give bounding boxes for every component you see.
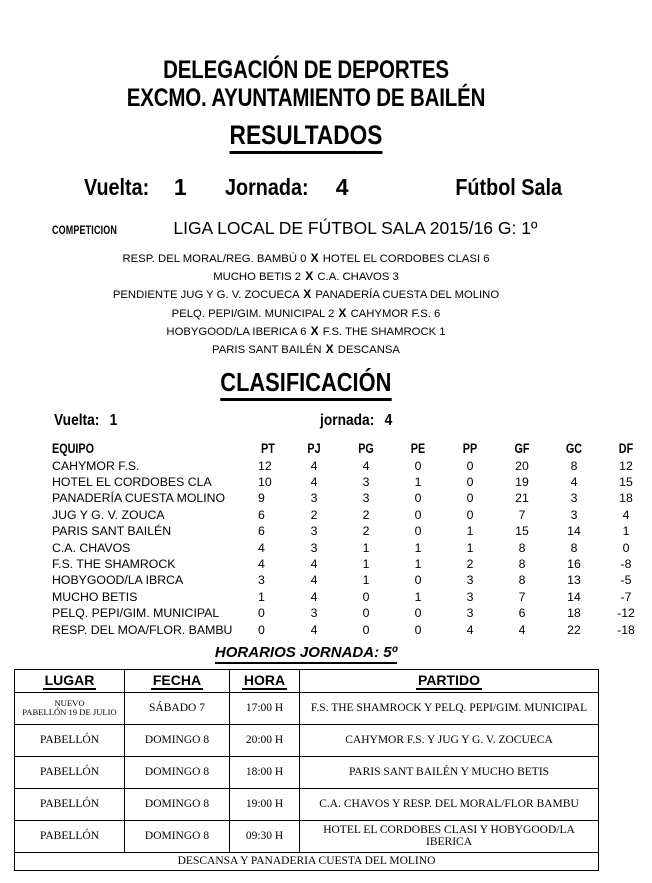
- result-separator: X: [310, 323, 319, 338]
- standings-cell-pp: 1: [466, 540, 474, 555]
- schedule-body: [15, 692, 599, 852]
- jornada-label: Jornada:: [224, 174, 309, 200]
- schedule-cell-fecha: DOMINGO 8: [125, 820, 230, 852]
- standings-cell-gf: 8: [518, 540, 526, 555]
- standings-row: [52, 572, 632, 588]
- standings-team-name: JUG Y G. V. ZOUCA: [52, 507, 165, 522]
- schedule-lugar-line1: NUEVO: [54, 697, 85, 708]
- schedule-cell-fecha: SÁBADO 7: [125, 692, 230, 724]
- result-home: PENDIENTE JUG Y G. V. ZOCUECA: [112, 289, 300, 302]
- standings-row: [52, 523, 630, 539]
- standings-cell-pe: 1: [414, 589, 422, 604]
- schedule-lugar-line1: PABELLÓN: [40, 830, 99, 843]
- standings-cell-pt: 9: [258, 491, 265, 506]
- standings-cell-pj: 4: [310, 475, 318, 489]
- standings-team-name: CAHYMOR F.S.: [52, 458, 140, 473]
- result-away: HOTEL EL CORDOBES CLASI 6: [322, 253, 490, 265]
- standings-cell-pj: 3: [310, 524, 318, 539]
- standings-jornada-label: jornada:: [320, 412, 375, 430]
- standings-cell-pt: 4: [258, 556, 265, 571]
- schedule-cell-partido: C.A. CHAVOS Y RESP. DEL MORAL/FLOR BAMBU: [300, 788, 599, 820]
- schedule-title-wrap: [0, 644, 612, 664]
- standings-cell-pt: 10: [258, 475, 272, 489]
- standings-col-equipo: EQUIPO: [52, 441, 95, 457]
- result-line: [0, 286, 612, 304]
- standings-team-name: F.S. THE SHAMROCK: [52, 556, 176, 571]
- standings-cell-pt: 4: [258, 540, 265, 555]
- standings-team-name: C.A. CHAVOS: [52, 540, 131, 555]
- result-line: [0, 341, 612, 359]
- standings-cell-gf: 4: [518, 622, 526, 637]
- standings-cell-pe: 1: [414, 540, 422, 555]
- standings-cell-gf: 8: [518, 573, 526, 588]
- standings-cell-pg: 0: [362, 606, 370, 621]
- schedule-header-row: [15, 669, 599, 692]
- result-separator: X: [325, 342, 334, 357]
- standings-cell-pp: 0: [466, 475, 474, 489]
- standings-cell-pp: 0: [466, 491, 474, 506]
- result-line: [0, 250, 612, 268]
- standings-col-pg: PG: [358, 441, 374, 457]
- standings-cell-pg: 2: [362, 524, 370, 539]
- standings-cell-pp: 1: [466, 524, 474, 539]
- standings-vuelta: [54, 412, 117, 430]
- standings-cell-pg: 4: [362, 458, 370, 473]
- standings-cell-gc: 13: [567, 573, 581, 588]
- schedule-lugar-line1: PABELLÓN: [40, 734, 99, 747]
- standings-cell-pj: 3: [310, 540, 318, 555]
- standings-cell-df: -18: [617, 622, 635, 637]
- schedule-cell-lugar: [15, 724, 125, 756]
- standings-team-name: PARIS SANT BAILÉN: [52, 524, 172, 539]
- schedule-cell-hora: 20:00 H: [230, 724, 300, 756]
- schedule-row: [15, 692, 599, 724]
- result-home: MUCHO BETIS 2: [213, 271, 302, 284]
- standings-cell-pg: 1: [362, 573, 370, 588]
- standings-cell-pj: 4: [310, 589, 318, 604]
- standings-team-name: HOTEL EL CORDOBES CLA: [52, 475, 212, 489]
- meta-row: [0, 174, 612, 201]
- standings-col-pp: PP: [462, 441, 478, 457]
- schedule-lugar-line1: PABELLÓN: [40, 766, 99, 779]
- competition-row: [0, 218, 612, 239]
- standings-cell-gf: 19: [515, 475, 529, 489]
- standings-row: [52, 589, 632, 605]
- standings-cell-df: 12: [619, 458, 633, 473]
- standings-row: [52, 458, 633, 474]
- standings-cell-df: 15: [619, 475, 633, 489]
- standings-col-pt: PT: [261, 441, 275, 457]
- results-title: RESULTADOS: [230, 120, 383, 154]
- schedule-cell-lugar: [15, 820, 125, 852]
- schedule-col-partido-label: PARTIDO: [418, 671, 480, 688]
- result-home: RESP. DEL MORAL/REG. BAMBÚ 0: [122, 253, 307, 265]
- standings-table: [0, 441, 635, 638]
- document-page: [0, 56, 635, 883]
- result-home: PELQ. PEPI/GIM. MUNICIPAL 2: [171, 307, 335, 320]
- standings-cell-pp: 3: [466, 589, 474, 604]
- schedule-footer-row: [15, 852, 599, 870]
- org-line-1: DELEGACIÓN DE DEPORTES: [163, 56, 449, 84]
- standings-cell-gf: 15: [515, 524, 529, 539]
- standings-row: [52, 605, 635, 621]
- schedule-cell-fecha: DOMINGO 8: [125, 788, 230, 820]
- standings-col-df: DF: [618, 441, 634, 457]
- standings-row: [52, 490, 633, 506]
- schedule-table: [14, 669, 599, 871]
- standings-cell-pj: 4: [310, 556, 318, 571]
- schedule-head: [15, 669, 599, 692]
- standings-vuelta-value: 1: [109, 412, 118, 430]
- standings-cell-pt: 0: [258, 622, 265, 637]
- standings-row: [52, 507, 630, 523]
- standings-cell-df: -7: [620, 589, 632, 604]
- schedule-cell-lugar: [15, 756, 125, 788]
- schedule-row: [15, 788, 599, 820]
- result-line: [0, 305, 612, 323]
- standings-cell-gc: 16: [567, 556, 581, 571]
- schedule-row: [15, 756, 599, 788]
- schedule-cell-hora: 19:00 H: [230, 788, 300, 820]
- standings-cell-pp: 0: [466, 507, 474, 522]
- standings-cell-df: -12: [617, 606, 635, 621]
- standings-row: [52, 622, 635, 638]
- standings-cell-pg: 1: [362, 540, 370, 555]
- standings-cell-pp: 3: [466, 573, 474, 588]
- standings-col-pe: PE: [410, 441, 426, 457]
- standings-col-pj: PJ: [307, 441, 321, 457]
- standings-team-name: PELQ. PEPI/GIM. MUNICIPAL: [52, 606, 220, 621]
- standings-cell-gf: 21: [515, 491, 529, 506]
- schedule-footer-text: DESCANSA Y PANADERIA CUESTA DEL MOLINO: [15, 852, 599, 870]
- standings-cell-gc: 3: [570, 491, 578, 506]
- schedule-lugar-line2: PABELLÓN 19 DE JULIO: [22, 707, 117, 718]
- standings-cell-pg: 0: [362, 622, 370, 637]
- standings-cell-pt: 6: [258, 524, 265, 539]
- schedule-lugar-line1: PABELLÓN: [40, 798, 99, 811]
- standings-team-name: MUCHO BETIS: [52, 589, 138, 604]
- standings-cell-pj: 2: [310, 507, 318, 522]
- standings-cell-pj: 4: [310, 573, 318, 588]
- standings-cell-pe: 0: [414, 622, 422, 637]
- result-home: HOBYGOOD/LA IBERICA 6: [166, 325, 307, 338]
- standings-cell-pg: 3: [362, 491, 370, 506]
- competition-label: COMPETICION: [52, 225, 118, 237]
- standings-cell-df: 0: [622, 540, 630, 555]
- schedule-cell-partido: HOTEL EL CORDOBES CLASI Y HOBYGOOD/LA IBERICA: [300, 820, 599, 852]
- schedule-col-fecha-label: FECHA: [152, 671, 202, 688]
- schedule-cell-lugar: [15, 692, 125, 724]
- standings-cell-gc: 14: [567, 589, 581, 604]
- standings-cell-gf: 7: [518, 589, 526, 604]
- standings-cell-pg: 3: [362, 475, 370, 489]
- standings-cell-pg: 2: [362, 507, 370, 522]
- standings-cell-pp: 4: [466, 622, 474, 637]
- schedule-cell-partido: PARIS SANT BAILÉN Y MUCHO BETIS: [300, 756, 599, 788]
- standings-cell-df: -8: [620, 556, 632, 571]
- results-list: [0, 250, 612, 359]
- standings-team-name: RESP. DEL MOA/FLOR. BAMBU: [52, 622, 233, 637]
- standings-cell-gc: 18: [567, 606, 581, 621]
- standings-cell-pp: 3: [466, 606, 474, 621]
- standings-cell-df: 1: [622, 524, 630, 539]
- standings-cell-pe: 1: [414, 556, 422, 571]
- standings-cell-pe: 0: [414, 507, 422, 522]
- standings-cell-df: -5: [620, 573, 632, 588]
- schedule-cell-partido: CAHYMOR F.S. Y JUG Y G. V. ZOCUECA: [300, 724, 599, 756]
- standings-cell-pe: 0: [414, 606, 422, 621]
- schedule-row: [15, 724, 599, 756]
- standings-cell-pe: 0: [414, 524, 422, 539]
- result-separator: X: [303, 287, 312, 302]
- standings-cell-gc: 22: [567, 622, 581, 637]
- standings-title: CLASIFICACIÓN: [220, 368, 391, 401]
- standings-team-name: HOBYGOOD/LA IBRCA: [52, 573, 184, 588]
- schedule-cell-hora: 18:00 H: [230, 756, 300, 788]
- schedule-cell-partido: F.S. THE SHAMROCK Y PELQ. PEPI/GIM. MUNICIPAL: [300, 692, 599, 724]
- standings-row: [52, 540, 630, 556]
- standings-cell-pp: 0: [466, 458, 474, 473]
- result-away: DESCANSA: [337, 344, 400, 357]
- result-separator: X: [305, 269, 314, 284]
- vuelta-label: Vuelta:: [84, 174, 150, 200]
- standings-cell-gc: 3: [570, 507, 578, 522]
- standings-col-gf: GF: [514, 441, 530, 457]
- org-line-2: EXCMO. AYUNTAMIENTO DE BAILÉN: [126, 84, 486, 112]
- standings-cell-pg: 0: [362, 589, 370, 604]
- standings-cell-gf: 7: [518, 507, 526, 522]
- standings-cell-pt: 6: [258, 507, 265, 522]
- masthead: [0, 56, 612, 112]
- standings-cell-gf: 6: [518, 606, 526, 621]
- standings-cell-pe: 0: [414, 458, 422, 473]
- result-away: F.S. THE SHAMROCK 1: [322, 325, 446, 338]
- schedule-col-lugar-label: LUGAR: [44, 671, 95, 688]
- schedule-cell-lugar: [15, 788, 125, 820]
- standings-cell-pe: 0: [414, 573, 422, 588]
- jornada-value: 4: [335, 174, 349, 200]
- schedule-cell-hora: 09:30 H: [230, 820, 300, 852]
- standings-vuelta-label: Vuelta:: [54, 412, 100, 430]
- result-line: [0, 323, 612, 341]
- schedule-cell-fecha: DOMINGO 8: [125, 724, 230, 756]
- result-away: CAHYMOR F.S. 6: [350, 307, 441, 320]
- schedule-col-lugar: [15, 669, 125, 692]
- schedule-cell-hora: 17:00 H: [230, 692, 300, 724]
- standings-meta: [0, 412, 612, 434]
- result-home: PARIS SANT BAILÉN: [212, 344, 322, 357]
- standings-cell-pg: 1: [362, 556, 370, 571]
- standings-cell-pj: 4: [310, 622, 318, 637]
- schedule-foot: [15, 852, 599, 870]
- standings-cell-gc: 4: [570, 475, 578, 489]
- schedule-table-wrap: [14, 669, 598, 871]
- competition-value: LIGA LOCAL DE FÚTBOL SALA 2015/16 G: 1º: [173, 218, 538, 238]
- standings-cell-pj: 3: [310, 606, 318, 621]
- standings-cell-gc: 8: [570, 458, 578, 473]
- standings-cell-gf: 20: [515, 458, 529, 473]
- standings-cell-pe: 1: [414, 475, 422, 489]
- result-separator: X: [310, 251, 319, 265]
- standings-cell-pj: 3: [310, 491, 318, 506]
- result-away: C.A. CHAVOS 3: [317, 271, 399, 284]
- result-away: PANADERÍA CUESTA DEL MOLINO: [315, 289, 500, 302]
- standings-row: [52, 556, 632, 572]
- standings-team-name: PANADERÍA CUESTA MOLINO: [52, 491, 226, 506]
- standings-cell-pt: 1: [258, 589, 265, 604]
- schedule-col-hora-label: HORA: [243, 671, 286, 688]
- schedule-col-partido: [300, 669, 599, 692]
- standings-cell-pt: 12: [258, 458, 272, 473]
- standings-cell-pt: 0: [258, 606, 265, 621]
- schedule-col-hora: [230, 669, 300, 692]
- standings-cell-pt: 3: [258, 573, 265, 588]
- standings-cell-gf: 8: [518, 556, 526, 571]
- vuelta-value: 1: [173, 174, 187, 200]
- standings-cell-gc: 14: [567, 524, 581, 539]
- standings-col-gc: GC: [565, 441, 583, 457]
- standings-jornada-value: 4: [384, 412, 393, 430]
- standings-cell-pp: 2: [466, 556, 474, 571]
- standings-cell-pe: 0: [414, 491, 422, 506]
- schedule-title: HORARIOS JORNADA: 5º: [215, 644, 397, 664]
- standings-header-row: [52, 441, 634, 457]
- result-line: [0, 268, 612, 286]
- sport-label: Fútbol Sala: [455, 174, 562, 200]
- results-title-wrap: [0, 120, 612, 154]
- result-separator: X: [338, 305, 347, 320]
- standings-cell-pj: 4: [310, 458, 318, 473]
- standings-jornada: [320, 412, 392, 430]
- schedule-row: [15, 820, 599, 852]
- standings-cell-df: 18: [619, 491, 633, 506]
- schedule-cell-fecha: DOMINGO 8: [125, 756, 230, 788]
- standings-cell-gc: 8: [570, 540, 578, 555]
- standings-cell-df: 4: [622, 507, 630, 522]
- standings-title-wrap: [0, 368, 612, 401]
- schedule-col-fecha: [125, 669, 230, 692]
- standings-row: [52, 474, 633, 490]
